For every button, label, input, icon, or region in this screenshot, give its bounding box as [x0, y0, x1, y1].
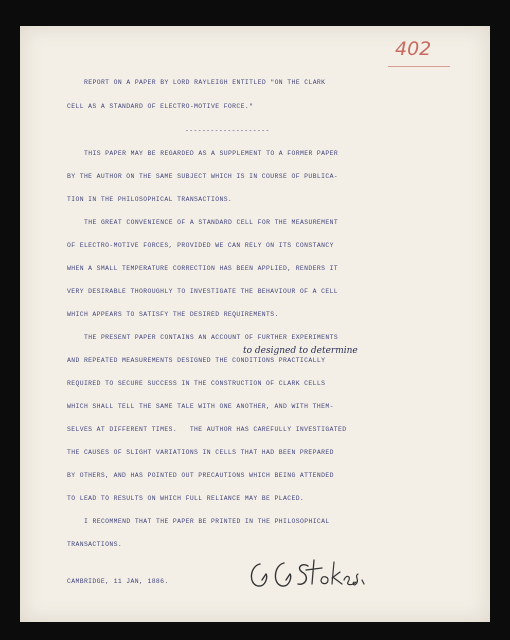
body-line-8: WHICH APPEARS TO SATISFY THE DESIRED REQUIREMENTS.	[67, 311, 279, 318]
body-line-12: WHICH SHALL TELL THE SAME TALE WITH ONE ANOTHER, AND WITH THEM-	[67, 403, 334, 410]
body-line-3: TION IN THE PHILOSOPHICAL TRANSACTIONS.	[67, 196, 233, 203]
dateline: CAMBRIDGE, 11 JAN, 1886.	[67, 578, 169, 585]
body-line-18: TRANSACTIONS.	[67, 541, 123, 548]
body-line-1: THIS PAPER MAY BE REGARDED AS A SUPPLEMENT TO A FORMER PAPER	[84, 150, 339, 157]
folio-number: 402	[395, 38, 432, 60]
body-line-11: REQUIRED TO SECURE SUCCESS IN THE CONSTRUCTION OF CLARK CELLS	[67, 380, 326, 387]
report-title-line-2: CELL AS A STANDARD OF ELECTRO-MOTIVE FORCE."	[67, 103, 254, 110]
body-line-14: THE CAUSES OF SLIGHT VARIATIONS IN CELLS THAT HAD BEEN PREPARED	[67, 449, 334, 456]
body-line-2: BY THE AUTHOR ON THE SAME SUBJECT WHICH IS IN COURSE OF PUBLICA-	[67, 173, 339, 180]
body-line-16: TO LEAD TO RESULTS ON WHICH FULL RELIANCE MAY BE PLACED.	[67, 495, 305, 502]
handwritten-insertion: to designed to determine	[243, 346, 358, 356]
signature	[246, 556, 368, 594]
body-line-6: WHEN A SMALL TEMPERATURE CORRECTION HAS BEEN APPLIED, RENDERS IT	[67, 265, 339, 272]
body-line-17: I RECOMMEND THAT THE PAPER BE PRINTED IN THE PHILOSOPHICAL	[84, 518, 330, 525]
body-line-4: THE GREAT CONVENIENCE OF A STANDARD CELL FOR THE MEASUREMENT	[84, 219, 339, 226]
body-line-13: SELVES AT DIFFERENT TIMES. THE AUTHOR HAS CAREFULLY INVESTIGATED	[67, 426, 347, 433]
title-separator: --------------------	[185, 127, 270, 134]
body-line-10: AND REPEATED MEASUREMENTS DESIGNED THE CONDITIONS PRACTICALLY	[67, 357, 326, 364]
body-line-15: BY OTHERS, AND HAS POINTED OUT PRECAUTIONS WHICH BEING ATTENDED	[67, 472, 334, 479]
body-line-7: VERY DESIRABLE THOROUGHLY TO INVESTIGATE THE BEHAVIOUR OF A CELL	[67, 288, 339, 295]
body-line-9: THE PRESENT PAPER CONTAINS AN ACCOUNT OF FURTHER EXPERIMENTS	[84, 334, 339, 341]
document-page	[20, 26, 490, 622]
folio-underline	[388, 66, 450, 67]
report-title-line-1: REPORT ON A PAPER BY LORD RAYLEIGH ENTITLED "ON THE CLARK	[84, 79, 326, 86]
body-line-5: OF ELECTRO-MOTIVE FORCES, PROVIDED WE CAN RELY ON ITS CONSTANCY	[67, 242, 334, 249]
